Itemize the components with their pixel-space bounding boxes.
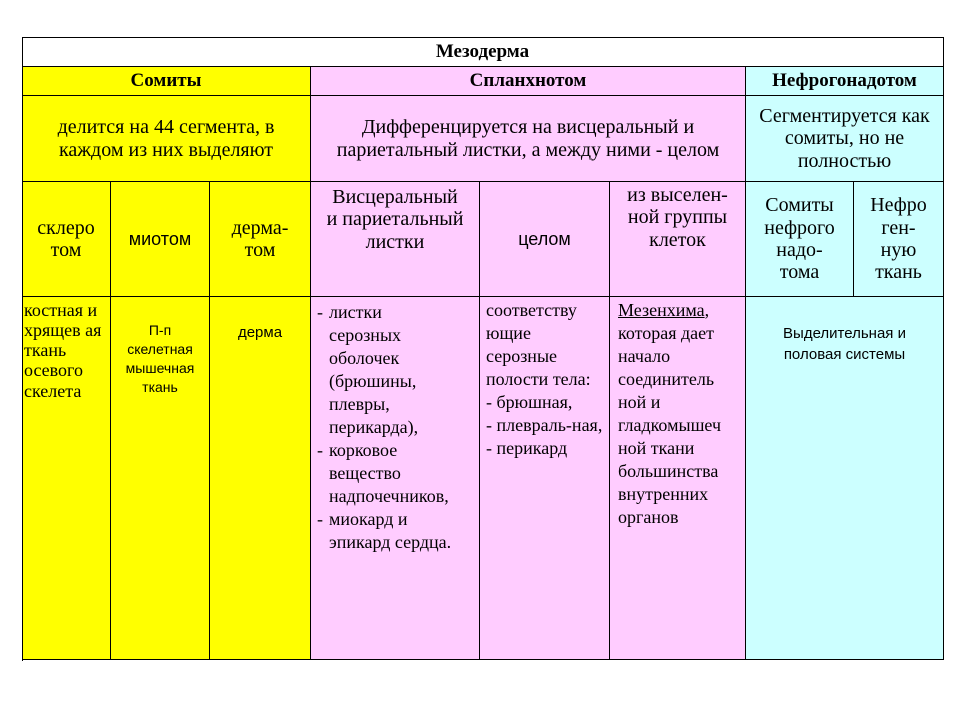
description-splanchnotome: Дифференцируется на висцеральный и париетальный листки, а между ними - целом: [311, 96, 746, 182]
derivative-mesenchyme: [610, 297, 746, 660]
derivative-list-item: - миокард и: [317, 509, 408, 530]
subheader-evicted-group: из выселен-ной группы клеток: [610, 182, 746, 297]
mesoderm-table: [22, 38, 944, 660]
derivative-list-text: вещество надпочечников,: [329, 463, 449, 507]
derivative-list-item: - листки: [317, 302, 382, 322]
coelom-item: - брюшная,: [486, 392, 573, 413]
header-splanchnotome: Спланхнотом: [311, 67, 746, 96]
subheader-coelom: целом: [480, 182, 610, 297]
table-left-border: [22, 37, 23, 661]
description-nephrogonadotome: Сегментируется как сомиты, но не полностью: [746, 96, 944, 182]
header-somites: Сомиты: [22, 67, 311, 96]
coelom-item: - плевраль-ная,: [486, 415, 603, 436]
coelom-intro: соответству ющие серозные полости тела:: [486, 300, 591, 390]
header-nephrogonadotome: Нефрогонадотом: [746, 67, 944, 96]
derivative-coelom: [480, 297, 610, 660]
derivative-nephro: Выделительная и половая системы: [746, 297, 944, 660]
coelom-item: - перикард: [486, 438, 568, 459]
derivative-myotome: П-п скелетная мышечная ткань: [111, 297, 210, 660]
mesenchyme-text: , которая дает начало соединитель ной и гладкомышеч ной ткани большинства внутренних органов: [618, 300, 722, 528]
mesenchyme-term: Мезенхима: [618, 300, 705, 320]
subheader-nephrotome-somites: Сомиты нефрого надо-тома: [746, 182, 854, 297]
derivative-list-text: эпикард сердца.: [329, 532, 452, 553]
derivative-list-item: - корковое: [317, 440, 398, 461]
subheader-nephrogenic-tissue: Нефро ген-ную ткань: [854, 182, 944, 297]
table-title: Мезодерма: [22, 38, 944, 67]
derivative-sclerotome: костная и хрящев ая ткань осевого скелета: [22, 297, 111, 660]
description-somites: делится на 44 сегмента, в каждом из них выделяют: [22, 96, 311, 182]
table-top-border: [22, 37, 944, 38]
subheader-visceral-parietal: Висцеральный и париетальный листки: [311, 182, 480, 297]
derivative-list-text: серозных оболочек (брюшины, плевры, перикарда),: [329, 325, 419, 438]
derivative-visceral-parietal: [311, 297, 480, 660]
subheader-dermatome: дерма-том: [210, 182, 311, 297]
subheader-sclerotome: склеро том: [22, 182, 111, 297]
derivative-dermatome: дерма: [210, 297, 311, 660]
subheader-myotome: миотом: [111, 182, 210, 297]
